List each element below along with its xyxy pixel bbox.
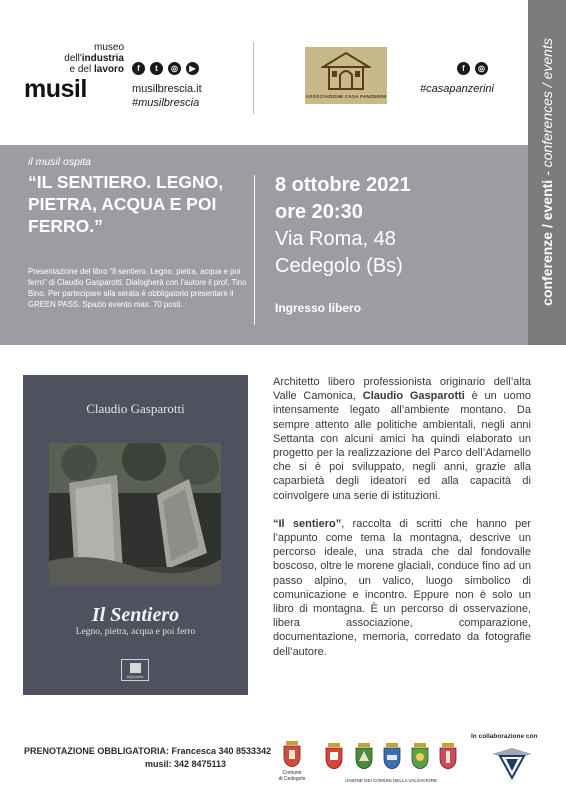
- booking-line-1: PRENOTAZIONE OBBLIGATORIA: Francesca 340 8533342: [24, 746, 272, 756]
- musil-logo[interactable]: [24, 42, 124, 102]
- twitter-icon[interactable]: t: [150, 62, 163, 75]
- event-description: Presentazione del libro “Il sentiero. Legno, pietra, acqua e poi ferro” di Claudio Gasparotti. Dialogherà con l’autore il prof. Tino Bino. Per partecipare alla serata è obbligatorio presentare il GREEN PASS. Spazio evento max. 70 posti.: [28, 267, 247, 309]
- instagram-icon[interactable]: ◎: [168, 62, 181, 75]
- event-host: il musil ospita: [28, 156, 92, 168]
- youtube-icon[interactable]: ▶: [186, 62, 199, 75]
- casa-panzerini-logo: [305, 47, 387, 104]
- header-divider: [253, 42, 254, 114]
- unione-caption: UNIONE DEI COMUNI DELLA VALSAVIORE: [345, 778, 437, 783]
- event-street: Via Roma, 48: [275, 228, 396, 250]
- logo-line-industria: dell'industria: [64, 53, 124, 64]
- book-title: Il Sentiero: [91, 604, 180, 626]
- collaboration-label: In collaborazione con: [471, 733, 538, 740]
- publisher-logo: [121, 659, 149, 681]
- casa-name: ASSOCIAZIONE CASA PANZERINI: [305, 95, 387, 100]
- comune-cedegolo-crest-icon: [282, 741, 302, 767]
- unione-crest-1-icon: [324, 743, 344, 769]
- event-details: [275, 172, 411, 280]
- body-text: [273, 375, 531, 673]
- unione-crest-2-icon: [354, 743, 374, 769]
- booking-info: [24, 745, 271, 771]
- booking-line-2: musil: 342 8475113: [145, 759, 227, 769]
- book-paragraph: “Il sentiero”, raccolta di scritti che hanno per l’appunto come tema la montagna, descrive un percorso ideale, una strada che dal fondovalle boscoso, oltre le morene glaciali, conduce fino ad un passo alpino, un valico, luogo simbolico di comunicazione e incontro. Eppure non è solo un libro di montagna. È un percorso di osservazione, libera associazione, comparazione, documentazione, memoria, corredato da fotografie dell’autore.: [273, 517, 531, 658]
- musil-links: [132, 82, 202, 110]
- cai-logo-icon: [490, 746, 534, 780]
- event-date: 8 ottobre 2021: [275, 174, 411, 196]
- event-city: Cedegolo (Bs): [275, 255, 403, 277]
- unione-crest-4-icon: [410, 743, 430, 769]
- event-time: ore 20:30: [275, 201, 363, 223]
- book-subtitle: Legno, pietra, acqua e poi ferro: [75, 627, 196, 637]
- author-paragraph: Architetto libero professionista originario dell’alta Valle Camonica, Claudio Gasparotti è un uomo intensamente legato all’ambiente montano. Da sempre attento alle politiche ambientali, negli anni Settanta con alcuni amici ha quindi elaborato un progetto per la realizzazione del Parco dell’Adamello che si è poi sviluppato, negli anni, grazie alla caparbietà degli ideatori ed alla capacità di coinvolgere una serie di istituzioni.: [273, 376, 531, 502]
- unione-crest-5-icon: [438, 743, 458, 769]
- book-author: Claudio Gasparotti: [86, 401, 185, 416]
- book-cover-photo: [49, 443, 221, 585]
- event-entry: Ingresso libero: [275, 301, 362, 315]
- publisher-mark-icon: [130, 663, 141, 673]
- casa-building-icon: [321, 51, 371, 91]
- header: [0, 0, 528, 145]
- unione-crest-3-icon: [382, 743, 402, 769]
- side-band-label: conferenze / eventi - conferences / events: [539, 38, 555, 306]
- musil-social-icons: [132, 62, 199, 75]
- comune-caption: Comune di Cedegolo: [278, 770, 306, 782]
- logo-line-museo: museo: [93, 42, 124, 53]
- logo-line-lavoro: e del lavoro: [69, 64, 124, 75]
- event-title: “IL SENTIERO. LEGNO, PIETRA, ACQUA E POI FERRO.”: [28, 172, 224, 236]
- facebook-icon[interactable]: f: [457, 62, 470, 75]
- musil-website-link[interactable]: musilbrescia.it: [132, 83, 202, 95]
- musil-hashtag: #musilbrescia: [132, 97, 200, 109]
- facebook-icon[interactable]: f: [132, 62, 145, 75]
- casa-social-icons: [457, 62, 488, 75]
- event-divider: [254, 175, 255, 325]
- instagram-icon[interactable]: ◎: [475, 62, 488, 75]
- book-cover: [23, 375, 248, 695]
- publisher-name: laQuadra: [126, 674, 144, 679]
- logo-brand: musil: [24, 75, 87, 103]
- casa-hashtag: #casapanzerini: [420, 83, 494, 95]
